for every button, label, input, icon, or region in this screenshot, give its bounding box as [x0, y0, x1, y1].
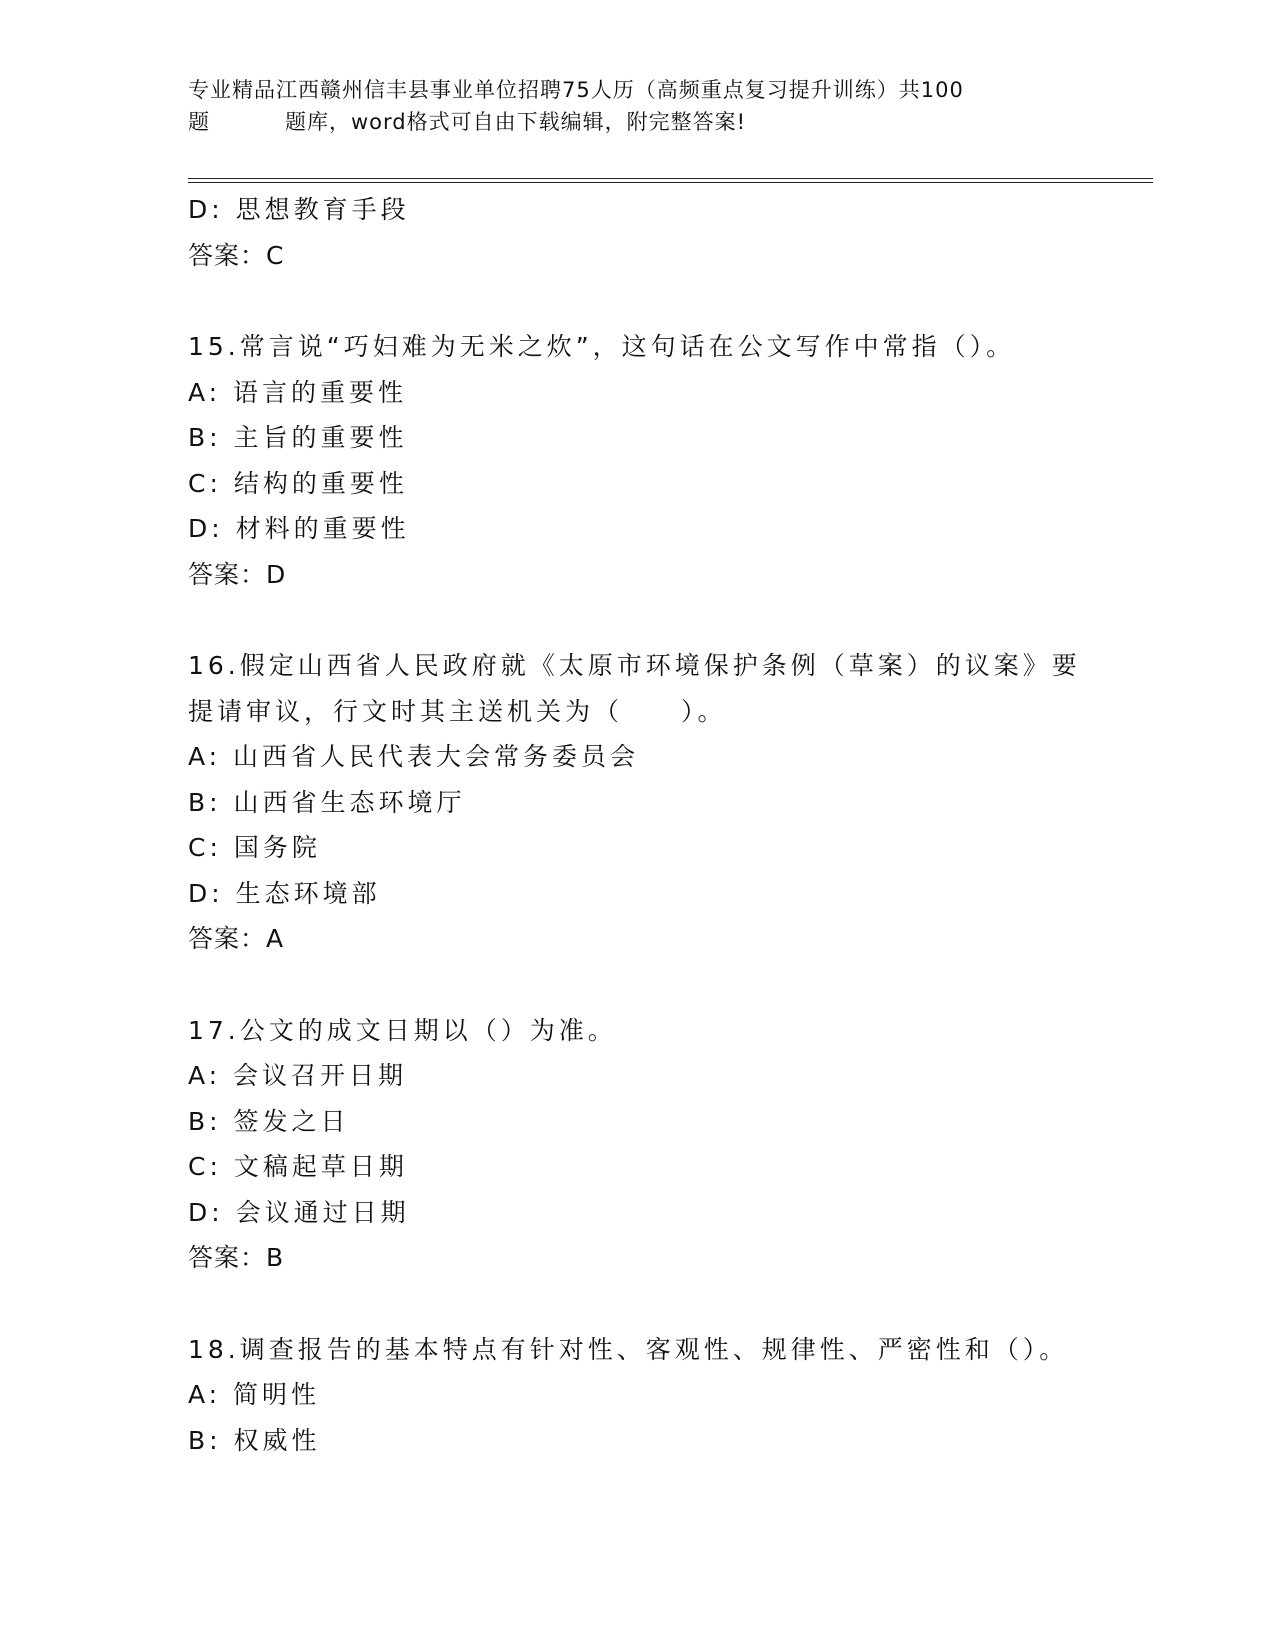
page-header [188, 74, 1088, 138]
header-line2-left: 题 [188, 110, 210, 134]
question-16-stem-line1: 16.假定山西省人民政府就《太原市环境保护条例（草案）的议案》要 [188, 651, 1081, 680]
question-17-answer: 答案：B [188, 1243, 285, 1272]
question-15-stem: 15.常言说“巧妇难为无米之炊”，这句话在公文写作中常指（）。 [188, 332, 1016, 361]
header-title-line1: 专业精品江西赣州信丰县事业单位招聘75人历（高频重点复习提升训练）共100 [188, 78, 964, 102]
header-divider-bottom [188, 182, 1153, 183]
question-16-answer: 答案：A [188, 924, 285, 953]
question-18-option-a: A: 简明性 [188, 1380, 321, 1409]
header-divider-top [188, 178, 1153, 179]
answer: 答案：C [188, 240, 285, 270]
question-15-option-c: C: 结构的重要性 [188, 468, 408, 498]
question-15-answer: 答案：D [188, 559, 287, 589]
question-16-option-a: A: 山西省人民代表大会常务委员会 [188, 742, 640, 771]
question-list [188, 187, 1153, 1463]
question-17-option-a: A: 会议召开日期 [188, 1061, 408, 1090]
question-16-option-b: B: 山西省生态环境厅 [188, 787, 466, 817]
question-15-option-d: D: 材料的重要性 [188, 514, 410, 543]
question-16-option-d: D: 生态环境部 [188, 878, 381, 908]
question-17-option-b: B: 签发之日 [188, 1106, 350, 1136]
question-17-stem: 17.公文的成文日期以（）为准。 [188, 1015, 617, 1045]
question-16-stem-line2: 提请审议，行文时其主送机关为（ ）。 [188, 696, 727, 726]
question-18-stem: 18.调查报告的基本特点有针对性、客观性、规律性、严密性和（）。 [188, 1334, 1069, 1364]
header-title-line2 [188, 106, 1088, 138]
option-d: D: 思想教育手段 [188, 195, 410, 224]
header-line2-right: 题库，word格式可自由下载编辑，附完整答案! [285, 110, 747, 134]
question-17-option-d: D: 会议通过日期 [188, 1197, 410, 1227]
question-17-option-c: C: 文稿起草日期 [188, 1152, 408, 1181]
question-18-option-b: B: 权威性 [188, 1425, 321, 1455]
question-15-option-a: A: 语言的重要性 [188, 377, 408, 407]
question-15-option-b: B: 主旨的重要性 [188, 423, 408, 452]
question-16-option-c: C: 国务院 [188, 833, 321, 862]
